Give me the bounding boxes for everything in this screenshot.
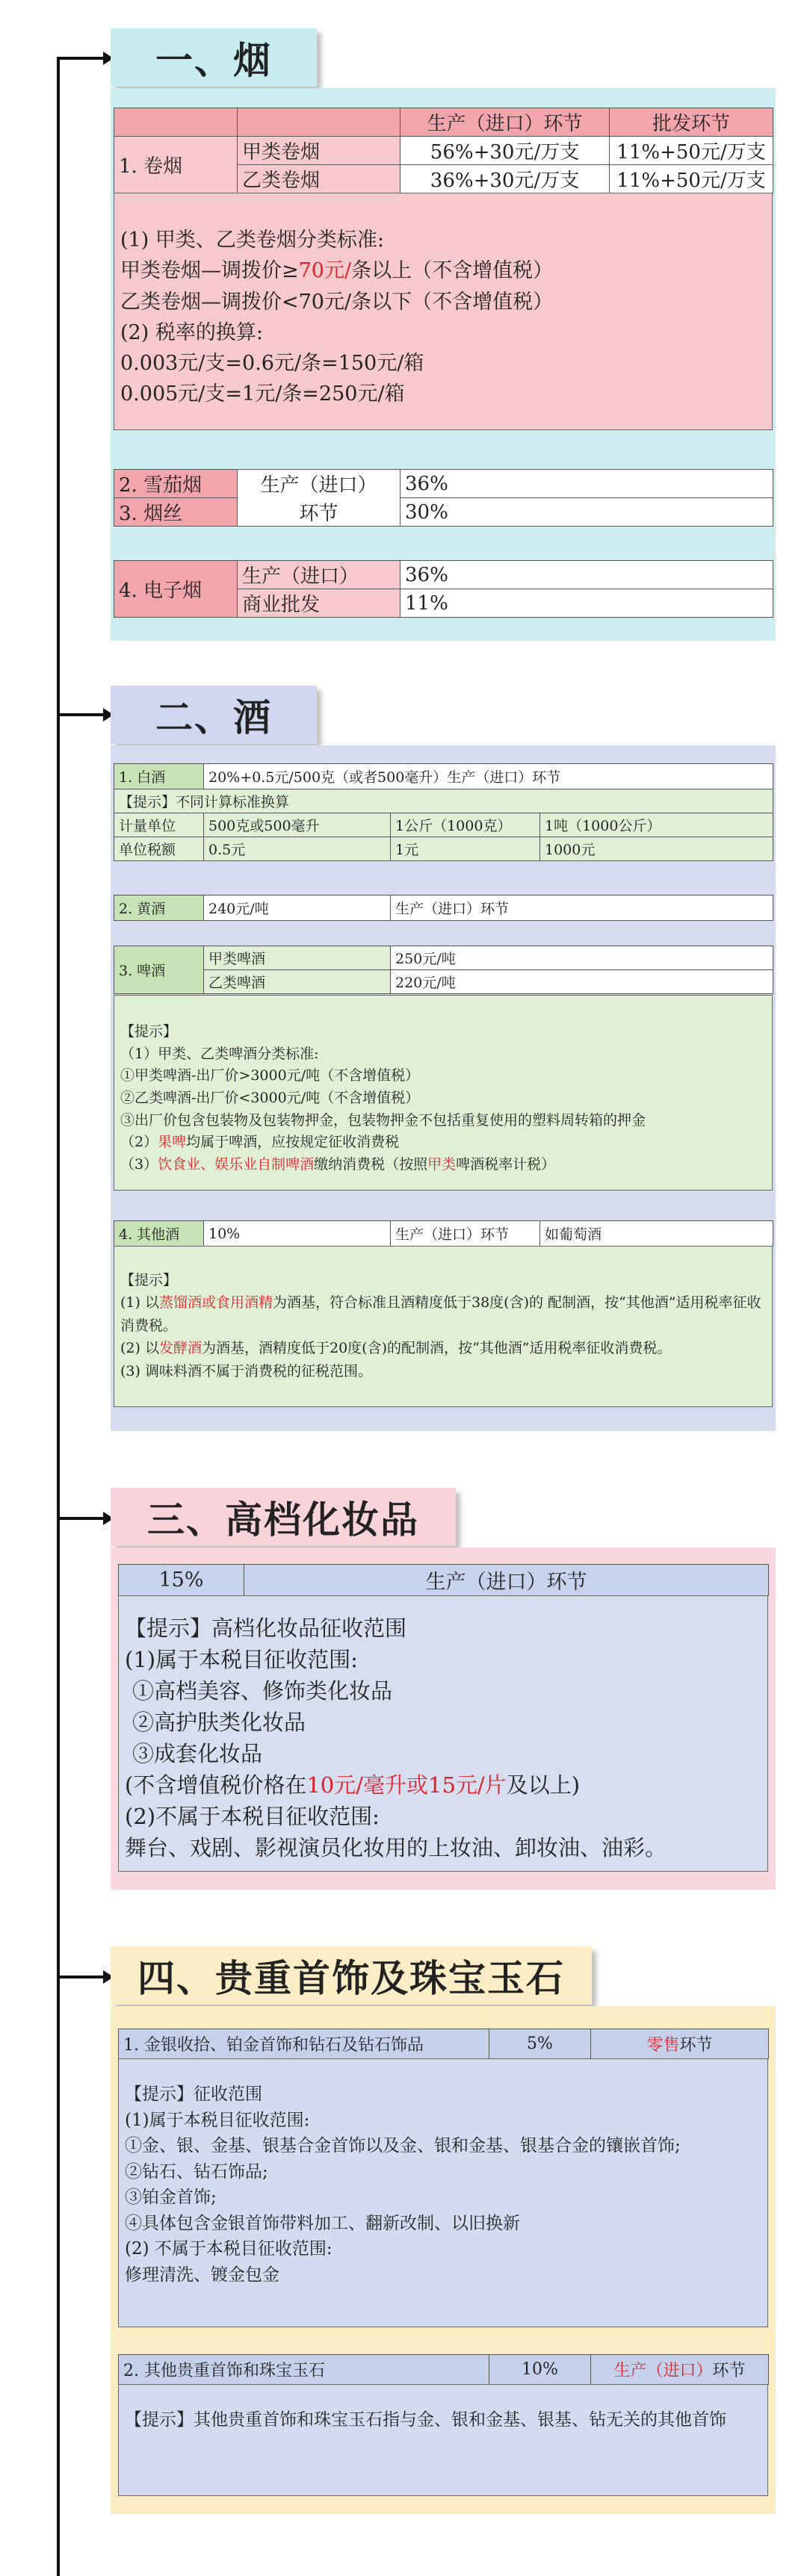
section-title-alcohol: 二、酒 — [111, 686, 317, 744]
note-line: 乙类卷烟—调拨价<70元/条以下（不含增值税） — [120, 290, 554, 314]
note-line: 0.003元/支=0.6元/条=150元/箱 — [120, 352, 424, 376]
rate-cell: 10% — [489, 2355, 591, 2385]
rate-cell: 56%+30元/万支 — [401, 137, 610, 165]
beer-type: 甲类啤酒 — [204, 946, 391, 970]
note-line: （3）饮食业、娱乐业自制啤酒缴纳消费税（按照甲类啤酒税率计税） — [120, 1155, 556, 1173]
note-line: (1)属于本税目征收范围: — [125, 2110, 310, 2130]
timeline-connector — [57, 713, 109, 716]
unit-cell: 1公斤（1000克） — [391, 813, 540, 837]
cigarette-table — [114, 108, 773, 193]
baijiu-tip: 【提示】不同计算标准换算 — [114, 789, 773, 813]
cigarette-type: 甲类卷烟 — [238, 137, 401, 165]
rate-cell: 15% — [119, 1565, 244, 1596]
jewelry-table-2 — [118, 2354, 769, 2385]
jewelry-note-2: 【提示】其他贵重首饰和珠宝玉石指与金、银和金基、银基、钻无关的其他首饰 — [118, 2384, 768, 2496]
section-title-tobacco: 一、烟 — [111, 28, 317, 87]
rate-cell: 11% — [401, 589, 773, 618]
other-alcohol-table — [114, 1220, 773, 1247]
cigarette-note — [114, 193, 773, 430]
rate-cell: 36% — [401, 561, 773, 589]
env-cell: 生产（进口）环节 — [591, 2355, 769, 2385]
note-line: (1)属于本税目征收范围: — [125, 1647, 358, 1673]
note-line: 甲类卷烟—调拨价≥70元/条以上（不含增值税） — [120, 259, 554, 283]
note-line: 修理清洗、镀金包金 — [125, 2265, 279, 2285]
env-cell: 生产（进口）环节 — [244, 1565, 769, 1596]
unit-cell: 0.5元 — [204, 837, 391, 861]
note-line: ③出厂价包含包装物及包装物押金，包装物押金不包括重复使用的塑料周转箱的押金 — [120, 1111, 646, 1129]
jewelry-label: 2. 其他贵重首饰和珠宝玉石 — [119, 2355, 489, 2385]
note-line: (不含增值税价格在10元/毫升或15元/片及以上) — [125, 1772, 581, 1798]
header-production: 生产（进口）环节 — [401, 108, 610, 137]
rate-cell: 11%+50元/万支 — [610, 165, 773, 193]
note-line: ①甲类啤酒-出厂价>3000元/吨（不含增值税） — [120, 1067, 420, 1084]
note-line: 舞台、戏剧、影视演员化妆用的上妆油、卸妆油、油彩。 — [125, 1835, 667, 1861]
note-line: (2) 以发酵酒为酒基，酒精度低于20度(含)的配制酒，按“其他酒”适用税率征收消费税。 — [120, 1340, 672, 1357]
unit-cell: 1元 — [391, 837, 540, 861]
note-line: （1）甲类、乙类啤酒分类标准: — [120, 1045, 319, 1062]
note-line: ①金、银、金基、银基合金首饰以及金、银和金基、银基合金的镶嵌首饰; — [125, 2136, 681, 2156]
note-line: ①高档美容、修饰类化妆品 — [132, 1678, 393, 1704]
note-line: (2) 不属于本税目征收范围: — [125, 2239, 333, 2259]
env-cell: 零售环节 — [591, 2029, 769, 2059]
example-cell: 如葡萄酒 — [540, 1221, 773, 1247]
timeline-connector — [57, 1517, 109, 1520]
note-line: (1) 甲类、乙类卷烟分类标准: — [120, 229, 384, 252]
note-line: 【提示】 — [120, 1272, 178, 1288]
section-title-jewelry: 四、贵重首饰及珠宝玉石 — [111, 1946, 592, 2005]
huangjiu-label: 2. 黄酒 — [114, 896, 204, 921]
huangjiu-table — [114, 895, 773, 921]
unit-cell: 单位税额 — [114, 837, 204, 861]
timeline-connector — [57, 1976, 109, 1978]
baijiu-table — [114, 763, 773, 861]
unit-cell: 计量单位 — [114, 813, 204, 837]
note-line: (2)不属于本税目征收范围: — [125, 1804, 380, 1830]
rate-cell: 36% — [401, 470, 773, 498]
tobacco-panel — [111, 88, 776, 641]
header-wholesale: 批发环节 — [610, 108, 773, 137]
note-line: ③成套化妆品 — [132, 1741, 263, 1767]
timeline-line — [57, 58, 60, 2576]
cosmetics-note — [118, 1595, 768, 1872]
env-cell: 生产（进口）环节 — [391, 896, 773, 921]
note-line: ②乙类啤酒-出厂价<3000元/吨（不含增值税） — [120, 1089, 420, 1106]
note-line: 【提示】 — [120, 1023, 178, 1040]
rate-cell: 20%+0.5元/500克（或者500毫升）生产（进口）环节 — [204, 764, 773, 789]
baijiu-label: 1. 白酒 — [114, 764, 204, 789]
rate-cell: 10% — [204, 1221, 391, 1247]
note-line: ④具体包含金银首饰带料加工、翻新改制、以旧换新 — [125, 2213, 520, 2233]
note-line: 【提示】征收范围 — [125, 2085, 262, 2104]
jewelry-panel — [111, 2006, 776, 2514]
beer-note — [114, 995, 773, 1191]
other-alcohol-note — [114, 1246, 773, 1407]
env-cell: 环节 — [238, 498, 401, 527]
rate-cell: 250元/吨 — [391, 946, 773, 970]
cosmetics-panel — [111, 1548, 776, 1890]
note-line: (2) 税率的换算: — [120, 320, 263, 344]
tobacco-label: 3. 烟丝 — [114, 498, 238, 527]
section-title-cosmetics: 三、高档化妆品 — [111, 1488, 456, 1546]
note-line: (3) 调味料酒不属于消费税的征税范围。 — [120, 1362, 372, 1379]
note-line: 0.005元/支=1元/条=250元/箱 — [120, 382, 405, 406]
rate-cell: 30% — [401, 498, 773, 527]
rate-cell: 36%+30元/万支 — [401, 165, 610, 193]
unit-cell: 1吨（1000公斤） — [540, 813, 773, 837]
note-line: ③铂金首饰; — [125, 2188, 217, 2207]
env-cell: 商业批发 — [238, 589, 401, 618]
rate-cell: 5% — [489, 2029, 591, 2059]
note-line: 【提示】高档化妆品征收范围 — [125, 1616, 407, 1641]
env-cell: 生产（进口） — [238, 470, 401, 498]
note-line: ②高护肤类化妆品 — [132, 1710, 306, 1736]
cigar-table — [114, 469, 773, 527]
env-cell: 生产（进口）环节 — [391, 1221, 540, 1247]
cigar-label: 2. 雪茄烟 — [114, 470, 238, 498]
cigarette-label: 1. 卷烟 — [114, 137, 238, 193]
jewelry-note-1 — [118, 2058, 768, 2327]
beer-type: 乙类啤酒 — [204, 970, 391, 994]
env-cell: 生产（进口） — [238, 561, 401, 589]
ecig-label: 4. 电子烟 — [114, 561, 238, 618]
beer-table — [114, 946, 773, 994]
cigarette-type: 乙类卷烟 — [238, 165, 401, 193]
other-alcohol-label: 4. 其他酒 — [114, 1221, 204, 1247]
unit-cell: 500克或500毫升 — [204, 813, 391, 837]
beer-label: 3. 啤酒 — [114, 946, 204, 994]
timeline-connector — [57, 57, 109, 60]
cosmetics-table — [118, 1564, 769, 1596]
ecig-table — [114, 560, 773, 618]
note-line: (1) 以蒸馏酒或食用酒精为酒基，符合标准且酒精度低于38度(含)的 配制酒，按“其他酒”适用税率征收消费税。 — [120, 1294, 761, 1334]
note-line: （2）果啤均属于啤酒，应按规定征收消费税 — [120, 1134, 400, 1151]
unit-cell: 1000元 — [540, 837, 773, 861]
rate-cell: 220元/吨 — [391, 970, 773, 994]
rate-cell: 240元/吨 — [204, 896, 391, 921]
jewelry-table-1 — [118, 2029, 769, 2059]
jewelry-label: 1. 金银收拾、铂金首饰和钻石及钻石饰品 — [119, 2029, 489, 2059]
note-line: ②钻石、钻石饰品; — [125, 2161, 268, 2182]
rate-cell: 11%+50元/万支 — [610, 137, 773, 165]
alcohol-panel — [111, 745, 776, 1431]
